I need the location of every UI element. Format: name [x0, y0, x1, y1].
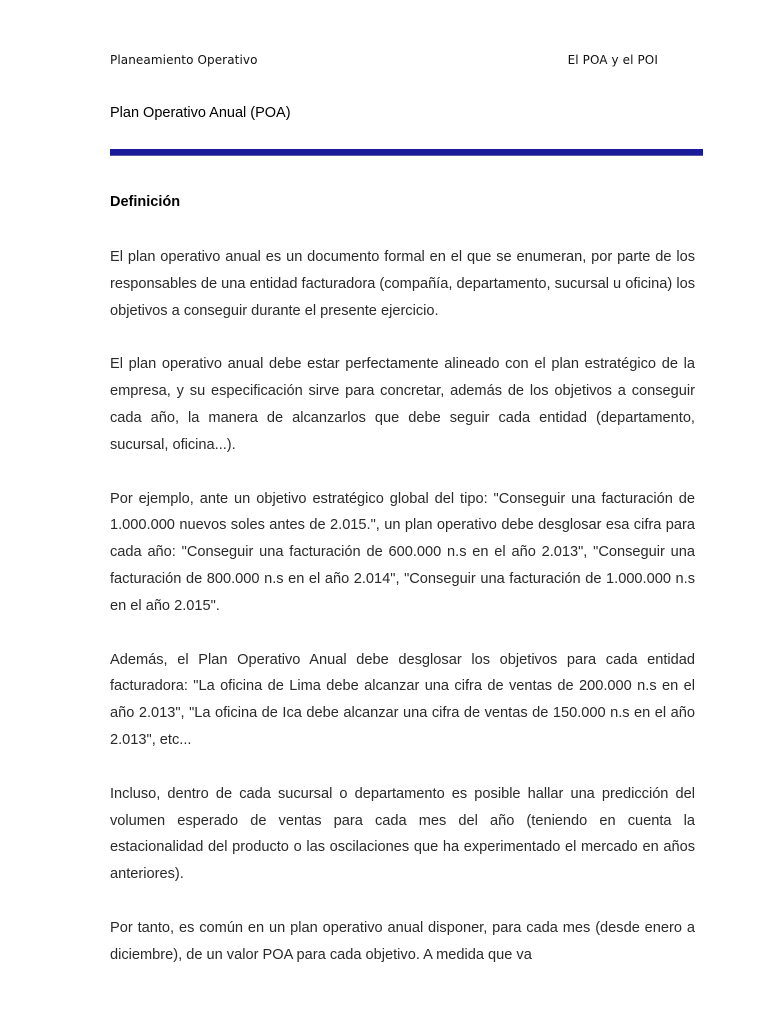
paragraph: Incluso, dentro de cada sucursal o departamento es posible hallar una predicción del volumen esperado de ventas para cada mes del año (teniendo en cuenta la estacionalidad del producto o las oscilaciones que ha experimentado el mercado en años anteriores). [110, 785, 695, 883]
running-header [110, 53, 658, 67]
paragraph: Por ejemplo, ante un objetivo estratégico global del tipo: "Conseguir una facturación de 1.000.000 nuevos soles antes de 2.015.", un plan operativo debe desglosar esa cifra para cada año: "Conseguir una facturación de 600.000 n.s en el año 2.013", "Conseguir una facturación de 800.000 n.s en el año 2.014", "Conseguir una facturación de 1.000.000 n.s en el año 2.015". [110, 490, 695, 614]
title-divider-rule [110, 149, 703, 156]
section-heading: Definición [110, 194, 181, 210]
paragraph: El plan operativo anual debe estar perfectamente alineado con el plan estratégico de la empresa, y su especificación sirve para concretar, además de los objetivos a conseguir cada año, la manera de alcanzarlos que debe seguir cada entidad (departamento, sucursal, oficina...). [110, 356, 695, 453]
document-title: Plan Operativo Anual (POA) [110, 105, 291, 121]
paragraph: Además, el Plan Operativo Anual debe desglosar los objetivos para cada entidad facturadora: "La oficina de Lima debe alcanzar una cifra de ventas de 200.000 n.s en el año 2.013", "La oficina de Ica debe alcanzar una cifra de ventas de 150.000 n.s en el año 2.013", etc... [110, 651, 695, 748]
paragraph: Por tanto, es común en un plan operativo anual disponer, para cada mes (desde enero a diciembre), de un valor POA para cada objetivo. A medida que va [110, 919, 695, 963]
header-left-text: Planeamiento Operativo [110, 53, 258, 67]
header-right-text: El POA y el POI [567, 53, 658, 67]
paragraph: El plan operativo anual es un documento formal en el que se enumeran, por parte de los responsables de una entidad facturadora (compañía, departamento, sucursal u oficina) los objetivos a conseguir durante el presente ejercicio. [110, 249, 695, 319]
body-text [110, 244, 695, 996]
